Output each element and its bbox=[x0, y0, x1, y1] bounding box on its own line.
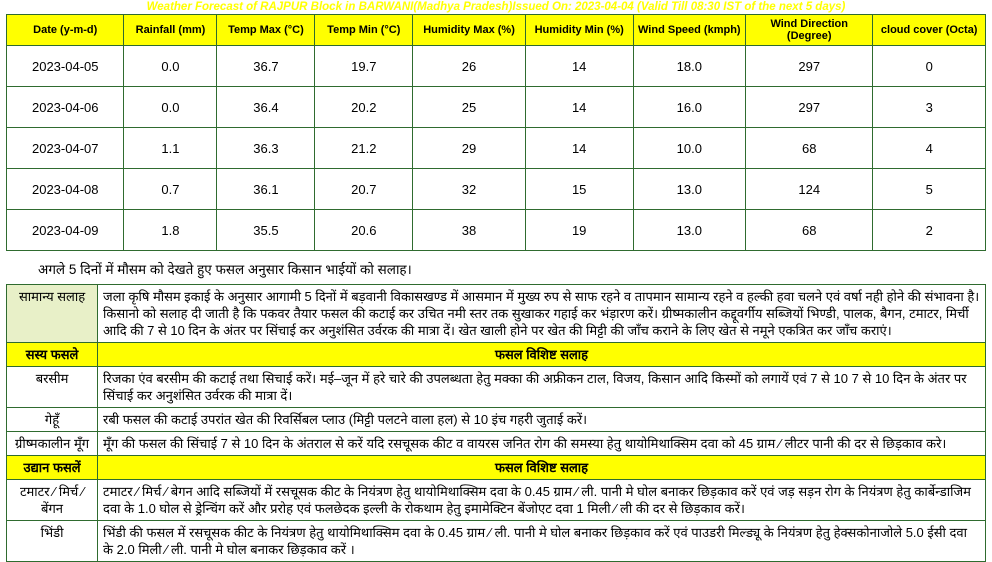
cell-temp-min: 20.6 bbox=[315, 210, 413, 251]
crop-advice: टमाटर ⁄ मिर्च ⁄ बेगन आदि सब्जियों में रसचूसक कीट के नियंत्रण हेतु थायोमिथाक्सिम दवा के 0.45 ग्राम ⁄ ली. पानी मे घोल बनाकर छिड़काव करें एवं जड़ सड़न रोग के नियंत्रण हेतु कार्बेन्डाजिम दवा के 1.0 घोल से ड्रेन्चिंग करें और प्ररोह एवं फलछेदक इल्ली के रोकथाम हेतु इमामेक्टिन बेंजोएट दवा 1 मिली ⁄ ली की दर से छिड़काव करें। bbox=[98, 480, 986, 521]
cell-humidity-max: 25 bbox=[413, 87, 526, 128]
table-row bbox=[7, 46, 986, 87]
col-wind-speed: Wind Speed (kmph) bbox=[633, 15, 746, 46]
col-wind-direction: Wind Direction (Degree) bbox=[746, 15, 873, 46]
cell-date: 2023-04-07 bbox=[7, 128, 124, 169]
table-row bbox=[7, 521, 986, 562]
cell-humidity-max: 29 bbox=[413, 128, 526, 169]
crop-advice: भिंडी की फसल में रसचूसक कीट के नियंत्रण हेतु थायोमिथाक्सिम दवा के 0.45 ग्राम ⁄ ली. पानी मे घोल बनाकर छिड़काव करें एवं पाउडरी मिल्ड्यू के नियंत्रण हेतु हेक्सकोनाजोले 5.0 ईसी दवा के 2.0 मिली ⁄ ली. पानी मे घोल बनाकर छिड़काव करें । bbox=[98, 521, 986, 562]
col-temp-max: Temp Max (°C) bbox=[217, 15, 315, 46]
cell-humidity-max: 26 bbox=[413, 46, 526, 87]
horticulture-section-label: उद्यान फसलें bbox=[7, 456, 98, 480]
crop-advice: रिजका एंव बरसीम की कटाई तथा सिचाई करें। मई–जून में हरे चारे की उपलब्धता हेतु मक्का की अफ्रीकन टाल, विजय, किसान आदि किस्मों को लगायें एवं 7 से 10 7 से 10 दिन के अंतर पर सिंचाई कर अनुशंसित उर्वरक की मात्रा दें। bbox=[98, 367, 986, 408]
cell-rainfall: 0.0 bbox=[124, 46, 217, 87]
crop-name: गेहूँ bbox=[7, 408, 98, 432]
cell-date: 2023-04-08 bbox=[7, 169, 124, 210]
cell-wind-speed: 16.0 bbox=[633, 87, 746, 128]
col-rainfall: Rainfall (mm) bbox=[124, 15, 217, 46]
cell-humidity-min: 14 bbox=[525, 128, 633, 169]
cell-temp-min: 20.7 bbox=[315, 169, 413, 210]
cell-rainfall: 0.7 bbox=[124, 169, 217, 210]
crop-name: भिंडी bbox=[7, 521, 98, 562]
cell-wind-direction: 124 bbox=[746, 169, 873, 210]
cell-wind-direction: 297 bbox=[746, 87, 873, 128]
cell-cloud-cover: 0 bbox=[873, 46, 986, 87]
cell-humidity-min: 14 bbox=[525, 87, 633, 128]
crops-section-heading: फसल विशिष्ट सलाह bbox=[98, 343, 986, 367]
col-date: Date (y-m-d) bbox=[7, 15, 124, 46]
cell-cloud-cover: 3 bbox=[873, 87, 986, 128]
cell-date: 2023-04-05 bbox=[7, 46, 124, 87]
cell-cloud-cover: 4 bbox=[873, 128, 986, 169]
horticulture-section-heading: फसल विशिष्ट सलाह bbox=[98, 456, 986, 480]
advisory-intro: अगले 5 दिनों में मौसम को देखते हुए फसल अनुसार किसान भाईयों को सलाह। bbox=[38, 262, 412, 277]
col-cloud-cover: cloud cover (Octa) bbox=[873, 15, 986, 46]
cell-temp-min: 21.2 bbox=[315, 128, 413, 169]
forecast-table bbox=[6, 14, 986, 251]
cell-rainfall: 1.8 bbox=[124, 210, 217, 251]
cell-wind-speed: 13.0 bbox=[633, 210, 746, 251]
cell-humidity-min: 19 bbox=[525, 210, 633, 251]
cell-humidity-min: 15 bbox=[525, 169, 633, 210]
table-row bbox=[7, 169, 986, 210]
cell-temp-max: 36.7 bbox=[217, 46, 315, 87]
cell-temp-min: 19.7 bbox=[315, 46, 413, 87]
cell-cloud-cover: 5 bbox=[873, 169, 986, 210]
crops-section-bar bbox=[7, 343, 986, 367]
advisory-table bbox=[6, 284, 986, 562]
cell-rainfall: 1.1 bbox=[124, 128, 217, 169]
general-advice-row bbox=[7, 285, 986, 343]
table-row bbox=[7, 87, 986, 128]
cell-temp-max: 35.5 bbox=[217, 210, 315, 251]
col-humidity-max: Humidity Max (%) bbox=[413, 15, 526, 46]
table-row bbox=[7, 408, 986, 432]
cell-temp-max: 36.3 bbox=[217, 128, 315, 169]
crop-name: टमाटर ⁄ मिर्च ⁄ बेंगन bbox=[7, 480, 98, 521]
cell-cloud-cover: 2 bbox=[873, 210, 986, 251]
cell-wind-direction: 297 bbox=[746, 46, 873, 87]
table-row bbox=[7, 480, 986, 521]
col-humidity-min: Humidity Min (%) bbox=[525, 15, 633, 46]
general-advice-text: जला कृषि मौसम इकाई के अनुसार आगामी 5 दिनों में बड़वानी विकासखण्ड में आसमान में मुख्य रुप से साफ रहने व तापमान सामान्य रहने व हल्की हवा चलने एवं वर्षा नही होने की संभावना है। किसानो को सलाह दी जाती है कि पकवर तैयार फसल की कटाई कर उचित नमी स्तर तक सुखाकर गहाई कर भंड़ारण करें। ग्रीष्मकालीन कद्दूवर्गीय सब्जियों भिण्डी, पालक, बैगन, टमाटर, मिर्ची आदि की 7 से 10 दिन के अंतर पर सिंचाई कर अनुशंसित उर्वरक की मात्रा दें। खेत खाली होने पर खेत की मिट्टी की जाँच कराने के लिए खेत से नमूने एकत्रित कर जाँच कराएं। bbox=[98, 285, 986, 343]
cell-wind-direction: 68 bbox=[746, 128, 873, 169]
table-row bbox=[7, 432, 986, 456]
cell-humidity-max: 38 bbox=[413, 210, 526, 251]
cell-wind-speed: 10.0 bbox=[633, 128, 746, 169]
crop-name: बरसीम bbox=[7, 367, 98, 408]
cell-wind-speed: 18.0 bbox=[633, 46, 746, 87]
col-temp-min: Temp Min (°C) bbox=[315, 15, 413, 46]
table-row bbox=[7, 210, 986, 251]
crops-section-label: सस्य फसले bbox=[7, 343, 98, 367]
general-advice-label: सामान्य सलाह bbox=[7, 285, 98, 343]
cell-temp-max: 36.4 bbox=[217, 87, 315, 128]
cell-wind-direction: 68 bbox=[746, 210, 873, 251]
table-row bbox=[7, 367, 986, 408]
cell-humidity-max: 32 bbox=[413, 169, 526, 210]
horticulture-section-bar bbox=[7, 456, 986, 480]
crop-advice: मूँग की फसल की सिंचाई 7 से 10 दिन के अंतराल से करें यदि रसचूसक कीट व वायरस जनित रोग की समस्या हेतु थायोमिथाक्सिम दवा को 45 ग्राम ⁄ लीटर पानी की दर से छिड़काव करे। bbox=[98, 432, 986, 456]
crop-advice: रबी फसल की कटाई उपरांत खेत की रिवर्सिबल प्लाउ (मिट्टी पलटने वाला हल) से 10 इंच गहरी जुताई करें। bbox=[98, 408, 986, 432]
cell-wind-speed: 13.0 bbox=[633, 169, 746, 210]
page-title: Weather Forecast of RAJPUR Block in BARWANI(Madhya Pradesh)Issued On: 2023-04-04 (Valid Till 08:30 IST of the next 5 days) bbox=[146, 1, 846, 13]
cell-date: 2023-04-09 bbox=[7, 210, 124, 251]
cell-rainfall: 0.0 bbox=[124, 87, 217, 128]
cell-temp-min: 20.2 bbox=[315, 87, 413, 128]
crop-name: ग्रीष्मकालीन मूँग bbox=[7, 432, 98, 456]
cell-humidity-min: 14 bbox=[525, 46, 633, 87]
cell-temp-max: 36.1 bbox=[217, 169, 315, 210]
cell-date: 2023-04-06 bbox=[7, 87, 124, 128]
forecast-header-row bbox=[7, 15, 986, 46]
table-row bbox=[7, 128, 986, 169]
